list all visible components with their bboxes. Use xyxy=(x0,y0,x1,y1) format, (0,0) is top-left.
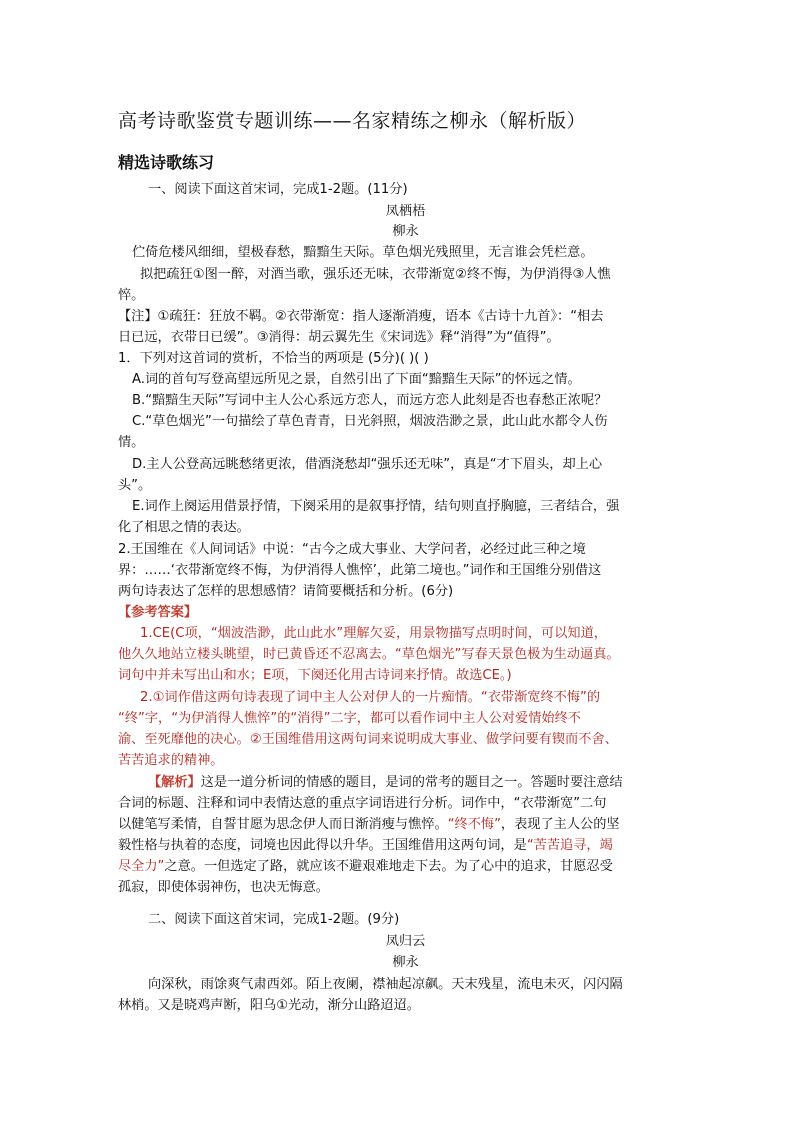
q1-question-stem: 1．下列对这首词的赏析，不恰当的两项是 (5分)( )( ) xyxy=(118,351,429,366)
q2-poem-line: 林梢。又是晓鸡声断，阳乌①光动，渐分山路迢迢。 xyxy=(118,998,420,1013)
section-heading: 精选诗歌练习 xyxy=(118,153,215,172)
analysis-label: 【解析】 xyxy=(148,775,201,790)
q2-question: 两句诗表达了怎样的思想感情？请简要概括和分析。(6分) xyxy=(118,584,454,599)
q2-poem-author: 柳永 xyxy=(392,955,419,970)
q1-option-e: E.词作上阕运用借景抒情，下阕采用的是叙事抒情，结句则直抒胸臆，三者结合，强 xyxy=(132,499,620,514)
document-title: 高考诗歌鉴赏专题训练——名家精练之柳永（解析版） xyxy=(118,110,587,132)
q1-option-b: B.“黯黯生天际”写词中主人公心系远方恋人，而远方恋人此刻是否也春愁正浓呢？ xyxy=(132,393,608,408)
q2-intro: 二、阅读下面这首宋词，完成1-2题。(9分) xyxy=(148,912,400,927)
q2-poem-line: 向深秋，雨馀爽气肃西郊。陌上夜阑，襟袖起凉飙。天末残星，流电未灭，闪闪隔 xyxy=(148,977,623,992)
q1-intro: 一、阅读下面这首宋词，完成1-2题。(11分) xyxy=(148,182,408,197)
answer-1: 词句中并未写出山和水；E项，下阕还化用古诗词来抒情。故选CE。) xyxy=(118,668,512,683)
analysis-highlight: 尽全力” xyxy=(118,859,165,874)
analysis-text: 这是一道分析词的情感的题目，是词的常考的题目之一。答题时要注意结 xyxy=(200,775,623,790)
answer-2: 2.①词作借这两句诗表现了词中主人公对伊人的一片痴情。“衣带渐宽终不悔”的 xyxy=(140,690,601,705)
q1-option-d: D.主人公登高远眺愁绪更浓，借酒浇愁却“强乐还无味”，真是“才下眉头，却上心 xyxy=(132,457,603,472)
answer-2: “终”字，“为伊消得人憔悴”的“消得”二字，都可以看作词中主人公对爱情始终不 xyxy=(118,711,581,726)
q1-option-c: 情。 xyxy=(118,435,145,450)
analysis-text: ，表现了主人公的坚 xyxy=(500,817,620,832)
q1-note: 【注】①疏狂：狂放不羁。②衣带渐宽：指人逐渐消瘦，语本《古诗十九首》：“相去 xyxy=(118,309,604,324)
q2-poem-title: 凤归云 xyxy=(385,934,426,949)
q1-note: 日已远，衣带日已缓”。③消得：胡云翼先生《宋词选》释“消得”为“值得”。 xyxy=(118,330,560,345)
answer-1: 1.CE(C项，“烟波浩渺，此山此水”理解欠妥，用景物描写点明时间，可以知道， xyxy=(140,626,607,641)
analysis-text: 之意。一但选定了路，就应该不避艰难地走下去。为了心中的追求，甘愿忍受 xyxy=(164,859,613,874)
answer-2: 苦苦追求的精神。 xyxy=(118,753,224,768)
analysis-text: 以健笔写柔情，自誓甘愿为思念伊人而日渐消瘦与憔悴。 xyxy=(118,817,448,832)
q1-poem-line: 拟把疏狂①图一醉，对酒当歌，强乐还无味，衣带渐宽②终不悔，为伊消得③人憔 xyxy=(140,267,611,282)
answer-2: 渝、至死靡他的决心。②王国维借用这两句词来说明成大事业、做学问要有锲而不舍、 xyxy=(118,732,618,747)
analysis-text: 合词的标题、注释和词中表情达意的重点字词语进行分析。词作中，“衣带渐宽”二句 xyxy=(118,796,607,811)
q1-poem-title: 凤栖梧 xyxy=(385,204,426,219)
analysis-text: 孤寂，即使体弱神伤，也决无悔意。 xyxy=(118,880,329,895)
analysis-text: 毅性格与执着的态度，词境也因此得以升华。王国维借用这两句词，是 xyxy=(118,838,527,853)
q2-question: 界：……‘衣带渐宽终不悔，为伊消得人憔悴’，此第二境也。”词作和王国维分别借这 xyxy=(118,563,602,578)
analysis-highlight: “苦苦追寻，竭 xyxy=(526,838,613,853)
q1-option-e: 化了相思之情的表达。 xyxy=(118,520,250,535)
analysis-paragraph xyxy=(118,815,693,835)
q2-question: 2.王国维在《人间词话》中说：“古今之成大事业、大学问者，必经过此三种之境 xyxy=(118,542,586,557)
analysis-paragraph xyxy=(118,836,693,856)
q1-option-c: C.“草色烟光”一句描绘了草色青青，日光斜照，烟波浩渺之景，此山此水都令人伤 xyxy=(132,414,608,429)
q1-poem-line: 伫倚危楼风细细，望极春愁，黯黯生天际。草色烟光残照里，无言谁会凭栏意。 xyxy=(132,245,594,260)
analysis-paragraph xyxy=(118,857,693,877)
analysis-highlight: “终不悔” xyxy=(447,817,501,832)
q1-poem-line: 悴。 xyxy=(118,288,145,303)
q1-poem-author: 柳永 xyxy=(392,224,419,239)
analysis-paragraph xyxy=(148,773,723,793)
q1-option-d: 头”。 xyxy=(118,478,152,493)
answer-1: 他久久地站立楼头眺望，时已黄昏还不忍离去。“草色烟光”写春天景色极为生动逼真。 xyxy=(118,647,620,662)
q1-option-a: A.词的首句写登高望远所见之景，自然引出了下面“黯黯生天际”的怀远之情。 xyxy=(132,372,581,387)
answer-label: 【参考答案】 xyxy=(118,605,198,620)
